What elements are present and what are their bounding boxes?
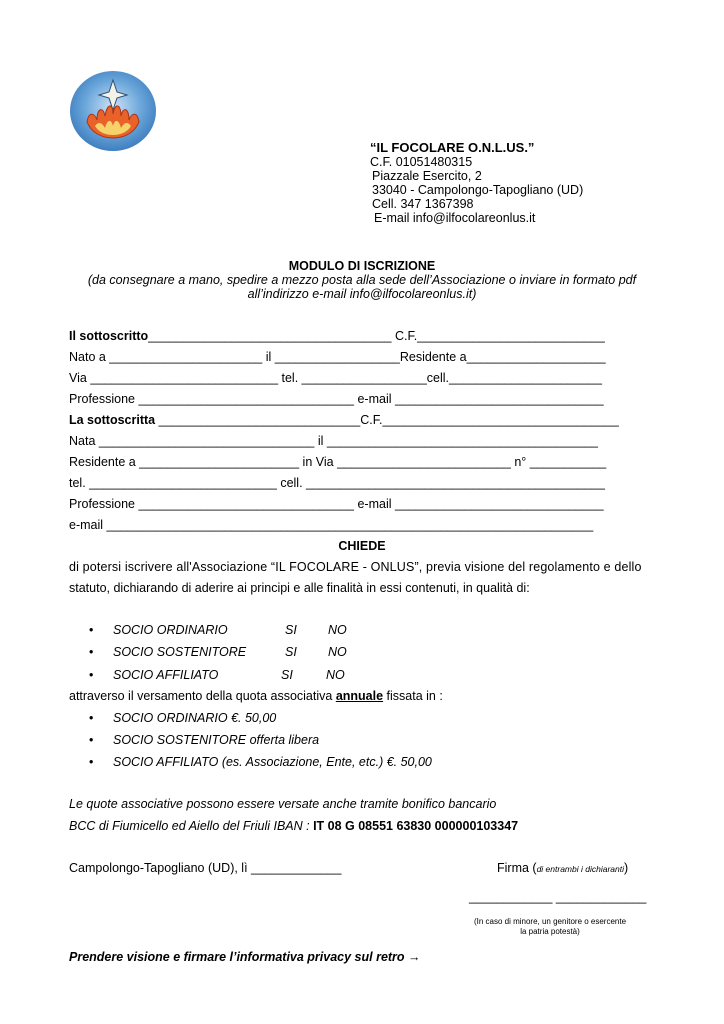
org-address-street: Piazzale Esercito, 2 bbox=[372, 169, 482, 183]
field-professione-2[interactable]: Professione _______________________________ e-mail ______________________________ bbox=[69, 497, 604, 511]
field-sottoscritto[interactable] bbox=[69, 329, 605, 343]
field-professione-1[interactable]: Professione _______________________________ e-mail ______________________________ bbox=[69, 392, 604, 406]
membership-no[interactable]: NO bbox=[328, 645, 347, 659]
bullet-icon: • bbox=[89, 645, 94, 659]
fee-item: SOCIO ORDINARIO €. 50,00 bbox=[113, 711, 277, 725]
org-cf: C.F. 01051480315 bbox=[370, 155, 473, 169]
minor-note-2: la patria potestà) bbox=[520, 927, 580, 936]
field-sottoscritta[interactable] bbox=[69, 413, 619, 427]
bullet-icon: • bbox=[89, 668, 94, 682]
org-address-city: 33040 - Campolongo-Tapogliano (UD) bbox=[372, 183, 584, 197]
fees-intro-before: attraverso il versamento della quota associativa bbox=[69, 689, 336, 703]
membership-item bbox=[89, 645, 93, 659]
membership-type: SOCIO SOSTENITORE bbox=[113, 645, 247, 659]
firma-note: di entrambi i dichiaranti bbox=[536, 864, 624, 874]
membership-type: SOCIO ORDINARIO bbox=[113, 623, 228, 637]
fees-intro-emph: annuale bbox=[335, 689, 384, 703]
field-nata[interactable]: Nata _______________________________ il _______________________________________ bbox=[69, 434, 599, 448]
org-cell: Cell. 347 1367398 bbox=[372, 197, 474, 211]
request-paragraph-1: di potersi iscrivere all'Associazione “IL FOCOLARE - ONLUS”, previa visione del regolamento e dello bbox=[69, 560, 642, 574]
org-name: “IL FOCOLARE O.N.L.US.” bbox=[370, 140, 535, 155]
fees-intro-after: fissata in : bbox=[383, 689, 443, 703]
signature-label bbox=[497, 861, 628, 875]
org-email: E-mail info@ilfocolareonlus.it bbox=[374, 211, 536, 225]
membership-no[interactable]: NO bbox=[326, 668, 345, 682]
bullet-icon: • bbox=[89, 711, 94, 725]
field-residente[interactable]: Residente a _______________________ in Via _________________________ n° ___________ bbox=[69, 455, 607, 469]
fee-item: SOCIO SOSTENITORE offerta libera bbox=[113, 733, 320, 747]
field-label: La sottoscritta bbox=[69, 413, 156, 427]
form-subtitle-1: (da consegnare a mano, spedire a mezzo posta alla sede dell’Associazione o inviare in formato pdf bbox=[87, 273, 637, 287]
fees-intro bbox=[69, 689, 443, 703]
field-blank[interactable]: ___________________________________ C.F.___________________________ bbox=[148, 329, 605, 343]
firma-close: ) bbox=[623, 861, 629, 875]
place-date-field[interactable]: Campolongo-Tapogliano (UD), lì _____________ bbox=[69, 861, 342, 875]
request-paragraph-2: statuto, dichiarando di aderire ai principi e alle finalità in essi contenuti, in qualità di: bbox=[69, 581, 530, 595]
membership-yes[interactable]: SI bbox=[285, 623, 297, 637]
membership-no[interactable]: NO bbox=[328, 623, 347, 637]
bank-name: BCC di Fiumicello ed Aiello del Friuli IBAN : bbox=[69, 819, 314, 833]
focolare-logo-icon bbox=[69, 70, 157, 152]
signature-lines[interactable]: ____________ _____________ bbox=[469, 890, 647, 904]
fee-item: SOCIO AFFILIATO (es. Associazione, Ente, etc.) €. 50,00 bbox=[113, 755, 432, 769]
membership-yes[interactable]: SI bbox=[281, 668, 293, 682]
field-email[interactable]: e-mail ______________________________________________________________________ bbox=[69, 518, 594, 532]
form-title: MODULO DI ISCRIZIONE bbox=[288, 259, 436, 273]
field-nato[interactable]: Nato a ______________________ il __________________Residente a____________________ bbox=[69, 350, 606, 364]
bank-note: Le quote associative possono essere versate anche tramite bonifico bancario bbox=[69, 797, 497, 811]
bank-iban-line bbox=[69, 819, 518, 833]
field-via[interactable]: Via ___________________________ tel. __________________cell.______________________ bbox=[69, 371, 602, 385]
request-heading: CHIEDE bbox=[338, 539, 386, 553]
field-label: Il sottoscritto bbox=[69, 329, 149, 343]
privacy-notice: Prendere visione e firmare l’informativa privacy sul retro → bbox=[69, 950, 421, 964]
form-subtitle-2: all’indirizzo e-mail info@ilfocolareonlus.it) bbox=[247, 287, 477, 301]
iban-value: IT 08 G 08551 63830 000000103347 bbox=[313, 819, 519, 833]
membership-item bbox=[89, 623, 93, 637]
minor-note-1: (In caso di minore, un genitore o esercente bbox=[473, 917, 627, 926]
membership-type: SOCIO AFFILIATO bbox=[113, 668, 219, 682]
membership-item bbox=[89, 668, 93, 682]
bullet-icon: • bbox=[89, 755, 94, 769]
field-tel[interactable]: tel. ___________________________ cell. ___________________________________________ bbox=[69, 476, 605, 490]
firma-text: Firma ( bbox=[497, 861, 537, 875]
bullet-icon: • bbox=[89, 623, 94, 637]
logo bbox=[69, 70, 157, 152]
field-blank[interactable]: _____________________________C.F.__________________________________ bbox=[155, 413, 619, 427]
bullet-icon: • bbox=[89, 733, 94, 747]
membership-yes[interactable]: SI bbox=[285, 645, 297, 659]
